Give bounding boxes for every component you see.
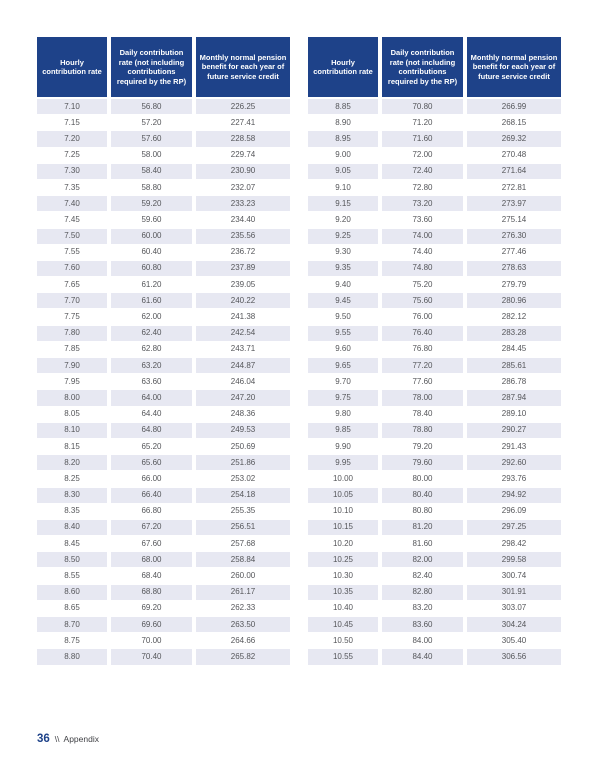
cell-daily-rate: 62.00 — [111, 309, 196, 325]
cell-daily-rate: 76.80 — [382, 342, 467, 358]
table-row — [37, 455, 290, 471]
cell-hourly-rate: 10.35 — [308, 585, 382, 601]
table-row — [308, 617, 561, 633]
cell-monthly-benefit: 286.78 — [467, 374, 561, 390]
cell-daily-rate: 62.80 — [111, 342, 196, 358]
cell-hourly-rate: 10.05 — [308, 488, 382, 504]
cell-hourly-rate: 8.45 — [37, 536, 111, 552]
cell-monthly-benefit: 273.97 — [467, 196, 561, 212]
cell-hourly-rate: 9.50 — [308, 309, 382, 325]
table-row — [308, 229, 561, 245]
cell-monthly-benefit: 230.90 — [196, 164, 290, 180]
cell-daily-rate: 57.20 — [111, 115, 196, 131]
cell-daily-rate: 66.40 — [111, 488, 196, 504]
cell-daily-rate: 64.80 — [111, 423, 196, 439]
cell-daily-rate: 56.80 — [111, 99, 196, 115]
cell-monthly-benefit: 272.81 — [467, 180, 561, 196]
cell-daily-rate: 67.20 — [111, 520, 196, 536]
table-row — [308, 99, 561, 115]
cell-daily-rate: 63.60 — [111, 374, 196, 390]
table-row — [37, 245, 290, 261]
cell-hourly-rate: 7.50 — [37, 229, 111, 245]
cell-hourly-rate: 7.75 — [37, 309, 111, 325]
cell-daily-rate: 79.20 — [382, 439, 467, 455]
table-row — [37, 439, 290, 455]
table-row — [308, 293, 561, 309]
cell-daily-rate: 68.40 — [111, 568, 196, 584]
table-row — [37, 374, 290, 390]
table-row — [308, 552, 561, 568]
cell-daily-rate: 67.60 — [111, 536, 196, 552]
cell-monthly-benefit: 284.45 — [467, 342, 561, 358]
table-row — [37, 309, 290, 325]
cell-daily-rate: 63.20 — [111, 358, 196, 374]
table-row — [37, 601, 290, 617]
cell-daily-rate: 78.40 — [382, 407, 467, 423]
footer-section-label: Appendix — [63, 734, 99, 744]
cell-daily-rate: 64.00 — [111, 390, 196, 406]
cell-hourly-rate: 8.10 — [37, 423, 111, 439]
cell-daily-rate: 75.20 — [382, 277, 467, 293]
table-row — [308, 342, 561, 358]
cell-monthly-benefit: 243.71 — [196, 342, 290, 358]
cell-hourly-rate: 9.00 — [308, 148, 382, 164]
cell-hourly-rate: 9.25 — [308, 229, 382, 245]
cell-daily-rate: 81.20 — [382, 520, 467, 536]
cell-hourly-rate: 10.55 — [308, 649, 382, 665]
cell-monthly-benefit: 258.84 — [196, 552, 290, 568]
cell-monthly-benefit: 306.56 — [467, 649, 561, 665]
cell-monthly-benefit: 276.30 — [467, 229, 561, 245]
cell-daily-rate: 76.40 — [382, 326, 467, 342]
cell-monthly-benefit: 269.32 — [467, 131, 561, 147]
table-row — [308, 423, 561, 439]
cell-monthly-benefit: 236.72 — [196, 245, 290, 261]
table-row — [308, 309, 561, 325]
cell-hourly-rate: 8.80 — [37, 649, 111, 665]
cell-hourly-rate: 9.75 — [308, 390, 382, 406]
cell-hourly-rate: 8.15 — [37, 439, 111, 455]
table-row — [37, 342, 290, 358]
table-row — [37, 617, 290, 633]
cell-hourly-rate: 9.90 — [308, 439, 382, 455]
cell-hourly-rate: 8.85 — [308, 99, 382, 115]
cell-daily-rate: 66.80 — [111, 504, 196, 520]
cell-hourly-rate: 9.85 — [308, 423, 382, 439]
cell-daily-rate: 74.80 — [382, 261, 467, 277]
cell-monthly-benefit: 251.86 — [196, 455, 290, 471]
cell-hourly-rate: 7.40 — [37, 196, 111, 212]
cell-monthly-benefit: 241.38 — [196, 309, 290, 325]
cell-daily-rate: 76.00 — [382, 309, 467, 325]
cell-monthly-benefit: 280.96 — [467, 293, 561, 309]
cell-daily-rate: 65.60 — [111, 455, 196, 471]
cell-monthly-benefit: 234.40 — [196, 212, 290, 228]
table-row — [37, 423, 290, 439]
cell-hourly-rate: 7.55 — [37, 245, 111, 261]
table-row — [37, 148, 290, 164]
cell-hourly-rate: 7.25 — [37, 148, 111, 164]
cell-hourly-rate: 10.20 — [308, 536, 382, 552]
table-row — [308, 212, 561, 228]
table-row — [37, 504, 290, 520]
cell-hourly-rate: 8.35 — [37, 504, 111, 520]
cell-monthly-benefit: 290.27 — [467, 423, 561, 439]
cell-daily-rate: 58.00 — [111, 148, 196, 164]
cell-hourly-rate: 7.60 — [37, 261, 111, 277]
table-row — [37, 164, 290, 180]
cell-hourly-rate: 8.90 — [308, 115, 382, 131]
rate-table-right — [308, 37, 561, 666]
cell-hourly-rate: 10.50 — [308, 633, 382, 649]
cell-daily-rate: 83.60 — [382, 617, 467, 633]
table-row — [308, 261, 561, 277]
cell-hourly-rate: 10.00 — [308, 471, 382, 487]
table-row — [37, 471, 290, 487]
cell-hourly-rate: 7.20 — [37, 131, 111, 147]
cell-daily-rate: 72.40 — [382, 164, 467, 180]
table-row — [37, 229, 290, 245]
table-row — [308, 277, 561, 293]
cell-monthly-benefit: 254.18 — [196, 488, 290, 504]
cell-daily-rate: 70.40 — [111, 649, 196, 665]
cell-hourly-rate: 8.50 — [37, 552, 111, 568]
cell-daily-rate: 80.00 — [382, 471, 467, 487]
cell-monthly-benefit: 292.60 — [467, 455, 561, 471]
table-row — [308, 131, 561, 147]
cell-hourly-rate: 9.60 — [308, 342, 382, 358]
cell-hourly-rate: 8.05 — [37, 407, 111, 423]
table-row — [308, 520, 561, 536]
cell-monthly-benefit: 256.51 — [196, 520, 290, 536]
cell-daily-rate: 60.40 — [111, 245, 196, 261]
cell-daily-rate: 74.00 — [382, 229, 467, 245]
cell-daily-rate: 82.40 — [382, 568, 467, 584]
header-cell-2: Daily contribution rate (not including contributions required by the RP) — [382, 37, 467, 99]
cell-daily-rate: 77.20 — [382, 358, 467, 374]
cell-monthly-benefit: 287.94 — [467, 390, 561, 406]
cell-hourly-rate: 8.40 — [37, 520, 111, 536]
cell-monthly-benefit: 232.07 — [196, 180, 290, 196]
cell-monthly-benefit: 268.15 — [467, 115, 561, 131]
cell-monthly-benefit: 289.10 — [467, 407, 561, 423]
table-row — [37, 520, 290, 536]
cell-daily-rate: 64.40 — [111, 407, 196, 423]
cell-hourly-rate: 9.45 — [308, 293, 382, 309]
cell-hourly-rate: 10.25 — [308, 552, 382, 568]
cell-monthly-benefit: 248.36 — [196, 407, 290, 423]
cell-monthly-benefit: 297.25 — [467, 520, 561, 536]
cell-monthly-benefit: 298.42 — [467, 536, 561, 552]
header-cell-3: Monthly normal pension benefit for each year of future service credit — [467, 37, 561, 99]
table-row — [308, 196, 561, 212]
cell-monthly-benefit: 277.46 — [467, 245, 561, 261]
cell-monthly-benefit: 242.54 — [196, 326, 290, 342]
table-row — [308, 326, 561, 342]
table-row — [308, 358, 561, 374]
cell-monthly-benefit: 246.04 — [196, 374, 290, 390]
table-row — [308, 374, 561, 390]
cell-hourly-rate: 9.55 — [308, 326, 382, 342]
cell-hourly-rate: 8.00 — [37, 390, 111, 406]
cell-daily-rate: 84.40 — [382, 649, 467, 665]
cell-monthly-benefit: 296.09 — [467, 504, 561, 520]
cell-daily-rate: 78.00 — [382, 390, 467, 406]
cell-hourly-rate: 8.95 — [308, 131, 382, 147]
cell-monthly-benefit: 265.82 — [196, 649, 290, 665]
table-row — [308, 164, 561, 180]
cell-daily-rate: 80.80 — [382, 504, 467, 520]
cell-daily-rate: 58.40 — [111, 164, 196, 180]
cell-daily-rate: 71.20 — [382, 115, 467, 131]
cell-monthly-benefit: 303.07 — [467, 601, 561, 617]
cell-monthly-benefit: 283.28 — [467, 326, 561, 342]
cell-daily-rate: 57.60 — [111, 131, 196, 147]
cell-hourly-rate: 7.45 — [37, 212, 111, 228]
cell-hourly-rate: 9.05 — [308, 164, 382, 180]
cell-daily-rate: 78.80 — [382, 423, 467, 439]
table-row — [37, 568, 290, 584]
cell-monthly-benefit: 249.53 — [196, 423, 290, 439]
cell-daily-rate: 73.60 — [382, 212, 467, 228]
cell-hourly-rate: 9.40 — [308, 277, 382, 293]
table-row — [37, 326, 290, 342]
cell-daily-rate: 79.60 — [382, 455, 467, 471]
header-cell-3: Monthly normal pension benefit for each year of future service credit — [196, 37, 290, 99]
table-row — [308, 568, 561, 584]
cell-hourly-rate: 9.70 — [308, 374, 382, 390]
cell-daily-rate: 82.00 — [382, 552, 467, 568]
cell-daily-rate: 69.20 — [111, 601, 196, 617]
table-row — [308, 649, 561, 665]
cell-monthly-benefit: 237.89 — [196, 261, 290, 277]
rate-table-left — [37, 37, 290, 666]
cell-monthly-benefit: 294.92 — [467, 488, 561, 504]
cell-daily-rate: 60.80 — [111, 261, 196, 277]
cell-monthly-benefit: 257.68 — [196, 536, 290, 552]
table-row — [308, 115, 561, 131]
cell-hourly-rate: 7.30 — [37, 164, 111, 180]
cell-daily-rate: 74.40 — [382, 245, 467, 261]
table-row — [37, 261, 290, 277]
cell-daily-rate: 62.40 — [111, 326, 196, 342]
cell-hourly-rate: 8.70 — [37, 617, 111, 633]
cell-monthly-benefit: 300.74 — [467, 568, 561, 584]
table-row — [37, 633, 290, 649]
cell-hourly-rate: 10.40 — [308, 601, 382, 617]
table-row — [308, 148, 561, 164]
cell-daily-rate: 81.60 — [382, 536, 467, 552]
table-row — [308, 390, 561, 406]
cell-daily-rate: 70.80 — [382, 99, 467, 115]
cell-monthly-benefit: 301.91 — [467, 585, 561, 601]
cell-hourly-rate: 9.35 — [308, 261, 382, 277]
cell-monthly-benefit: 263.50 — [196, 617, 290, 633]
cell-hourly-rate: 9.20 — [308, 212, 382, 228]
cell-hourly-rate: 9.80 — [308, 407, 382, 423]
cell-hourly-rate: 9.10 — [308, 180, 382, 196]
cell-monthly-benefit: 239.05 — [196, 277, 290, 293]
cell-daily-rate: 84.00 — [382, 633, 467, 649]
cell-monthly-benefit: 262.33 — [196, 601, 290, 617]
table-row — [37, 196, 290, 212]
cell-monthly-benefit: 247.20 — [196, 390, 290, 406]
cell-hourly-rate: 7.65 — [37, 277, 111, 293]
cell-hourly-rate: 10.30 — [308, 568, 382, 584]
cell-daily-rate: 72.80 — [382, 180, 467, 196]
cell-monthly-benefit: 235.56 — [196, 229, 290, 245]
cell-monthly-benefit: 304.24 — [467, 617, 561, 633]
table-row — [37, 180, 290, 196]
cell-hourly-rate: 8.65 — [37, 601, 111, 617]
page-number: 36 — [37, 733, 50, 745]
cell-hourly-rate: 8.75 — [37, 633, 111, 649]
cell-daily-rate: 59.60 — [111, 212, 196, 228]
table-row — [37, 488, 290, 504]
cell-daily-rate: 72.00 — [382, 148, 467, 164]
cell-monthly-benefit: 228.58 — [196, 131, 290, 147]
cell-hourly-rate: 10.45 — [308, 617, 382, 633]
cell-hourly-rate: 7.10 — [37, 99, 111, 115]
cell-hourly-rate: 9.65 — [308, 358, 382, 374]
cell-daily-rate: 82.80 — [382, 585, 467, 601]
table-row — [37, 536, 290, 552]
cell-monthly-benefit: 226.25 — [196, 99, 290, 115]
table-row — [37, 407, 290, 423]
table-row — [308, 536, 561, 552]
cell-monthly-benefit: 255.35 — [196, 504, 290, 520]
table-row — [37, 115, 290, 131]
table-row — [37, 552, 290, 568]
table-row — [37, 649, 290, 665]
table-row — [308, 471, 561, 487]
cell-monthly-benefit: 233.23 — [196, 196, 290, 212]
cell-daily-rate: 73.20 — [382, 196, 467, 212]
cell-monthly-benefit: 275.14 — [467, 212, 561, 228]
cell-hourly-rate: 8.60 — [37, 585, 111, 601]
cell-daily-rate: 80.40 — [382, 488, 467, 504]
cell-hourly-rate: 9.30 — [308, 245, 382, 261]
cell-daily-rate: 59.20 — [111, 196, 196, 212]
cell-hourly-rate: 10.15 — [308, 520, 382, 536]
cell-monthly-benefit: 229.74 — [196, 148, 290, 164]
cell-monthly-benefit: 253.02 — [196, 471, 290, 487]
table-row — [308, 488, 561, 504]
cell-monthly-benefit: 305.40 — [467, 633, 561, 649]
cell-daily-rate: 61.60 — [111, 293, 196, 309]
table-row — [37, 358, 290, 374]
table-row — [308, 439, 561, 455]
table-row — [308, 455, 561, 471]
cell-hourly-rate: 7.90 — [37, 358, 111, 374]
footer-separator: \\ — [54, 734, 60, 744]
cell-monthly-benefit: 279.79 — [467, 277, 561, 293]
cell-daily-rate: 69.60 — [111, 617, 196, 633]
cell-hourly-rate: 10.10 — [308, 504, 382, 520]
page-footer — [37, 733, 99, 745]
cell-daily-rate: 70.00 — [111, 633, 196, 649]
cell-monthly-benefit: 266.99 — [467, 99, 561, 115]
cell-hourly-rate: 8.20 — [37, 455, 111, 471]
cell-monthly-benefit: 293.76 — [467, 471, 561, 487]
cell-monthly-benefit: 240.22 — [196, 293, 290, 309]
cell-hourly-rate: 8.25 — [37, 471, 111, 487]
cell-hourly-rate: 7.35 — [37, 180, 111, 196]
table-row — [308, 585, 561, 601]
cell-monthly-benefit: 282.12 — [467, 309, 561, 325]
table-row — [37, 293, 290, 309]
cell-hourly-rate: 7.80 — [37, 326, 111, 342]
cell-monthly-benefit: 227.41 — [196, 115, 290, 131]
cell-hourly-rate: 7.15 — [37, 115, 111, 131]
cell-monthly-benefit: 270.48 — [467, 148, 561, 164]
cell-monthly-benefit: 271.64 — [467, 164, 561, 180]
cell-monthly-benefit: 291.43 — [467, 439, 561, 455]
cell-hourly-rate: 9.95 — [308, 455, 382, 471]
cell-monthly-benefit: 244.87 — [196, 358, 290, 374]
table-row — [308, 407, 561, 423]
header-row — [37, 37, 290, 99]
cell-daily-rate: 68.80 — [111, 585, 196, 601]
table-row — [308, 633, 561, 649]
table-row — [37, 131, 290, 147]
cell-hourly-rate: 9.15 — [308, 196, 382, 212]
table-row — [37, 277, 290, 293]
header-cell-1: Hourly contribution rate — [308, 37, 382, 99]
cell-daily-rate: 60.00 — [111, 229, 196, 245]
cell-hourly-rate: 8.55 — [37, 568, 111, 584]
cell-daily-rate: 68.00 — [111, 552, 196, 568]
cell-monthly-benefit: 261.17 — [196, 585, 290, 601]
cell-monthly-benefit: 278.63 — [467, 261, 561, 277]
cell-hourly-rate: 7.95 — [37, 374, 111, 390]
table-row — [308, 245, 561, 261]
tables-container — [37, 37, 561, 666]
cell-daily-rate: 65.20 — [111, 439, 196, 455]
cell-daily-rate: 58.80 — [111, 180, 196, 196]
cell-hourly-rate: 8.30 — [37, 488, 111, 504]
cell-monthly-benefit: 299.58 — [467, 552, 561, 568]
table-row — [308, 504, 561, 520]
cell-hourly-rate: 7.85 — [37, 342, 111, 358]
cell-daily-rate: 75.60 — [382, 293, 467, 309]
header-cell-2: Daily contribution rate (not including contributions required by the RP) — [111, 37, 196, 99]
cell-daily-rate: 77.60 — [382, 374, 467, 390]
header-row — [308, 37, 561, 99]
cell-daily-rate: 71.60 — [382, 131, 467, 147]
cell-daily-rate: 61.20 — [111, 277, 196, 293]
cell-hourly-rate: 7.70 — [37, 293, 111, 309]
cell-daily-rate: 83.20 — [382, 601, 467, 617]
cell-monthly-benefit: 264.66 — [196, 633, 290, 649]
table-row — [308, 180, 561, 196]
cell-monthly-benefit: 285.61 — [467, 358, 561, 374]
header-cell-1: Hourly contribution rate — [37, 37, 111, 99]
table-row — [37, 390, 290, 406]
cell-monthly-benefit: 260.00 — [196, 568, 290, 584]
cell-monthly-benefit: 250.69 — [196, 439, 290, 455]
table-row — [37, 212, 290, 228]
cell-daily-rate: 66.00 — [111, 471, 196, 487]
table-row — [37, 585, 290, 601]
table-row — [308, 601, 561, 617]
table-row — [37, 99, 290, 115]
